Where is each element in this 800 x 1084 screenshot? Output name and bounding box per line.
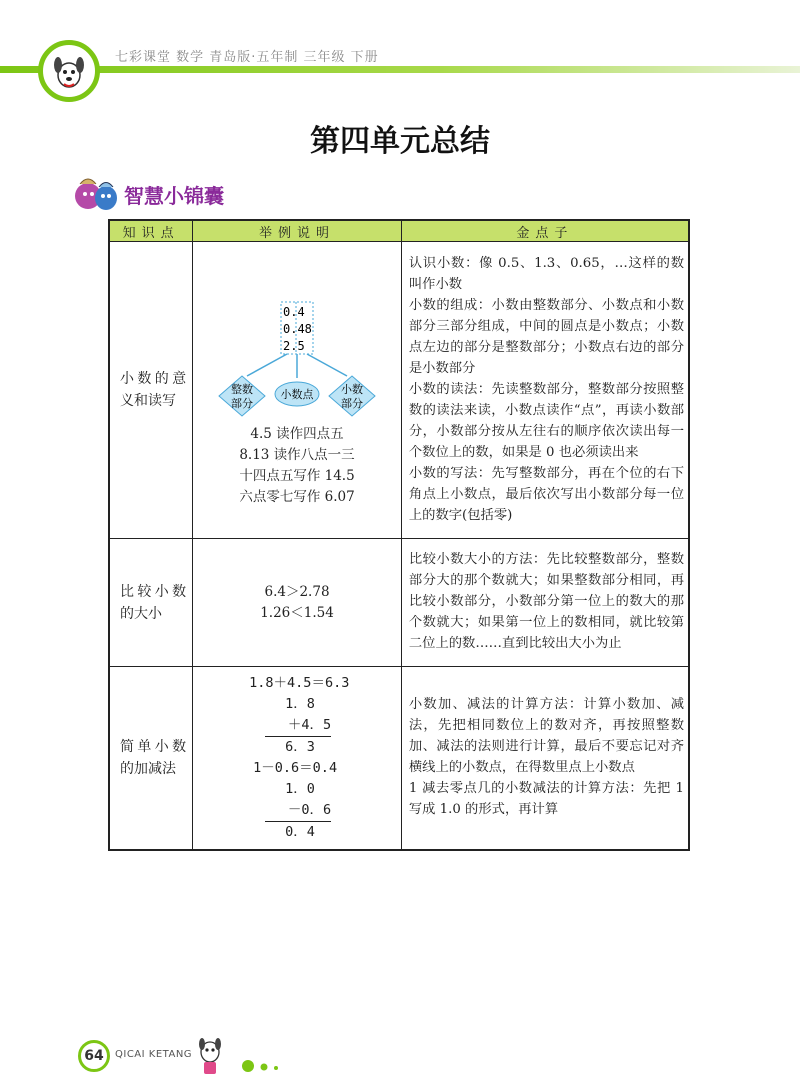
- mascot-logo: [38, 40, 100, 102]
- header-text: 七彩课堂 数学 青岛版·五年制 三年级 下册: [115, 50, 379, 65]
- reading-examples: [193, 424, 401, 508]
- add-result: 6．3: [285, 738, 315, 755]
- tips-cell: [401, 242, 689, 539]
- diagram-number: 0.4: [283, 305, 305, 319]
- table-row: [109, 539, 689, 667]
- sub-top: 1．0: [285, 780, 315, 797]
- table-row: [109, 242, 689, 539]
- header-cell: 举例说明: [193, 220, 402, 242]
- compare-examples: [193, 582, 401, 624]
- example-line: 1.26＜1.54: [260, 604, 334, 621]
- example-line: 十四点五写作 14.5: [239, 468, 355, 484]
- diagram-label: 整数: [231, 383, 254, 396]
- bag-icon: [72, 172, 120, 212]
- row-label: 简单小数的加减法: [109, 667, 193, 850]
- knowledge-table: [108, 219, 690, 851]
- page-title: 第四单元总结: [310, 124, 490, 159]
- row-label: 小数的意义和读写: [109, 242, 193, 539]
- example-line: 六点零七写作 6.07: [239, 489, 355, 505]
- sub-equation: 1－0.6＝0.4: [253, 759, 338, 776]
- section-title: 智慧小锦囊: [124, 184, 224, 208]
- diagram-label: 部分: [231, 397, 254, 410]
- add-bottom: ＋4．5: [265, 715, 331, 737]
- example-cell: [193, 667, 402, 850]
- diagram-label: 小数点: [280, 388, 314, 401]
- decimal-part-diamond: [329, 376, 375, 416]
- footer-brand: QICAI KETANG: [115, 1049, 193, 1060]
- footer-mascot-icon: [192, 1030, 302, 1078]
- tip-paragraph: 小数加、减法的计算方法：计算小数加、减法，先把相同数位上的数对齐，再按照整数加、减法的法则进行计算，最后不要忘记对齐横线上的小数点，在得数里点上小数点: [408, 696, 684, 775]
- diagram-label: 小数: [341, 383, 364, 396]
- tip-paragraph: 比较小数大小的方法：先比较整数部分，整数部分大的那个数就大；如果整数部分相同，再比较小数部分，小数部分第一位上的数大的那个数就大；如果第一位上的数相同，就比较第二位上的数……直到比较出大小为止: [408, 552, 684, 651]
- decimal-structure-diagram: [217, 300, 377, 418]
- header-cell: 金点子: [401, 220, 689, 242]
- tip-paragraph: 小数的写法：先写整数部分，再在个位的右下角点上小数点，最后依次写出小数部分每一位上的数字(包括零): [408, 465, 684, 523]
- tips-cell: [401, 539, 689, 667]
- example-cell: [193, 539, 402, 667]
- example-line: 8.13 读作八点一三: [239, 447, 355, 463]
- diagram-number: 2.5: [283, 339, 305, 353]
- tip-paragraph: 小数的读法：先读整数部分，整数部分按照整数的读法来读，小数点读作“点”，再读小数部分，小数部分按从左往右的顺序依次读出每一个数位上的数，如果是 0 也必须读出来: [408, 381, 684, 460]
- tips-cell: [401, 667, 689, 850]
- sub-result: 0．4: [285, 823, 315, 840]
- add-equation: 1.8＋4.5＝6.3: [249, 674, 350, 691]
- example-cell: [193, 242, 402, 539]
- example-line: 6.4＞2.78: [264, 583, 330, 600]
- table-row: [109, 667, 689, 850]
- header-cell: 知识点: [109, 220, 193, 242]
- tip-paragraph: 1 减去零点几的小数减法的计算方法：先把 1 写成 1.0 的形式，再计算: [408, 780, 684, 817]
- example-line: 4.5 读作四点五: [250, 426, 344, 442]
- header-band: [0, 66, 800, 73]
- tip-paragraph: 小数的组成：小数由整数部分、小数点和小数部分三部分组成，中间的圆点是小数点；小数点左边的部分是整数部分；小数点右边的部分是小数部分: [408, 297, 684, 376]
- table-header-row: [109, 220, 689, 242]
- row-label: 比较小数的大小: [109, 539, 193, 667]
- dog-mascot-icon: [43, 45, 95, 97]
- tip-paragraph: 认识小数：像 0.5、1.3、0.65，…这样的数叫作小数: [408, 255, 684, 292]
- integer-part-diamond: [219, 376, 265, 416]
- section-heading: [72, 172, 224, 212]
- vertical-calculations: [193, 669, 401, 847]
- diagram-number: 0.48: [283, 322, 312, 336]
- page-number: 64: [78, 1040, 110, 1072]
- sub-bottom: －0．6: [265, 800, 331, 822]
- add-top: 1．8: [285, 695, 315, 712]
- diagram-label: 部分: [341, 397, 364, 410]
